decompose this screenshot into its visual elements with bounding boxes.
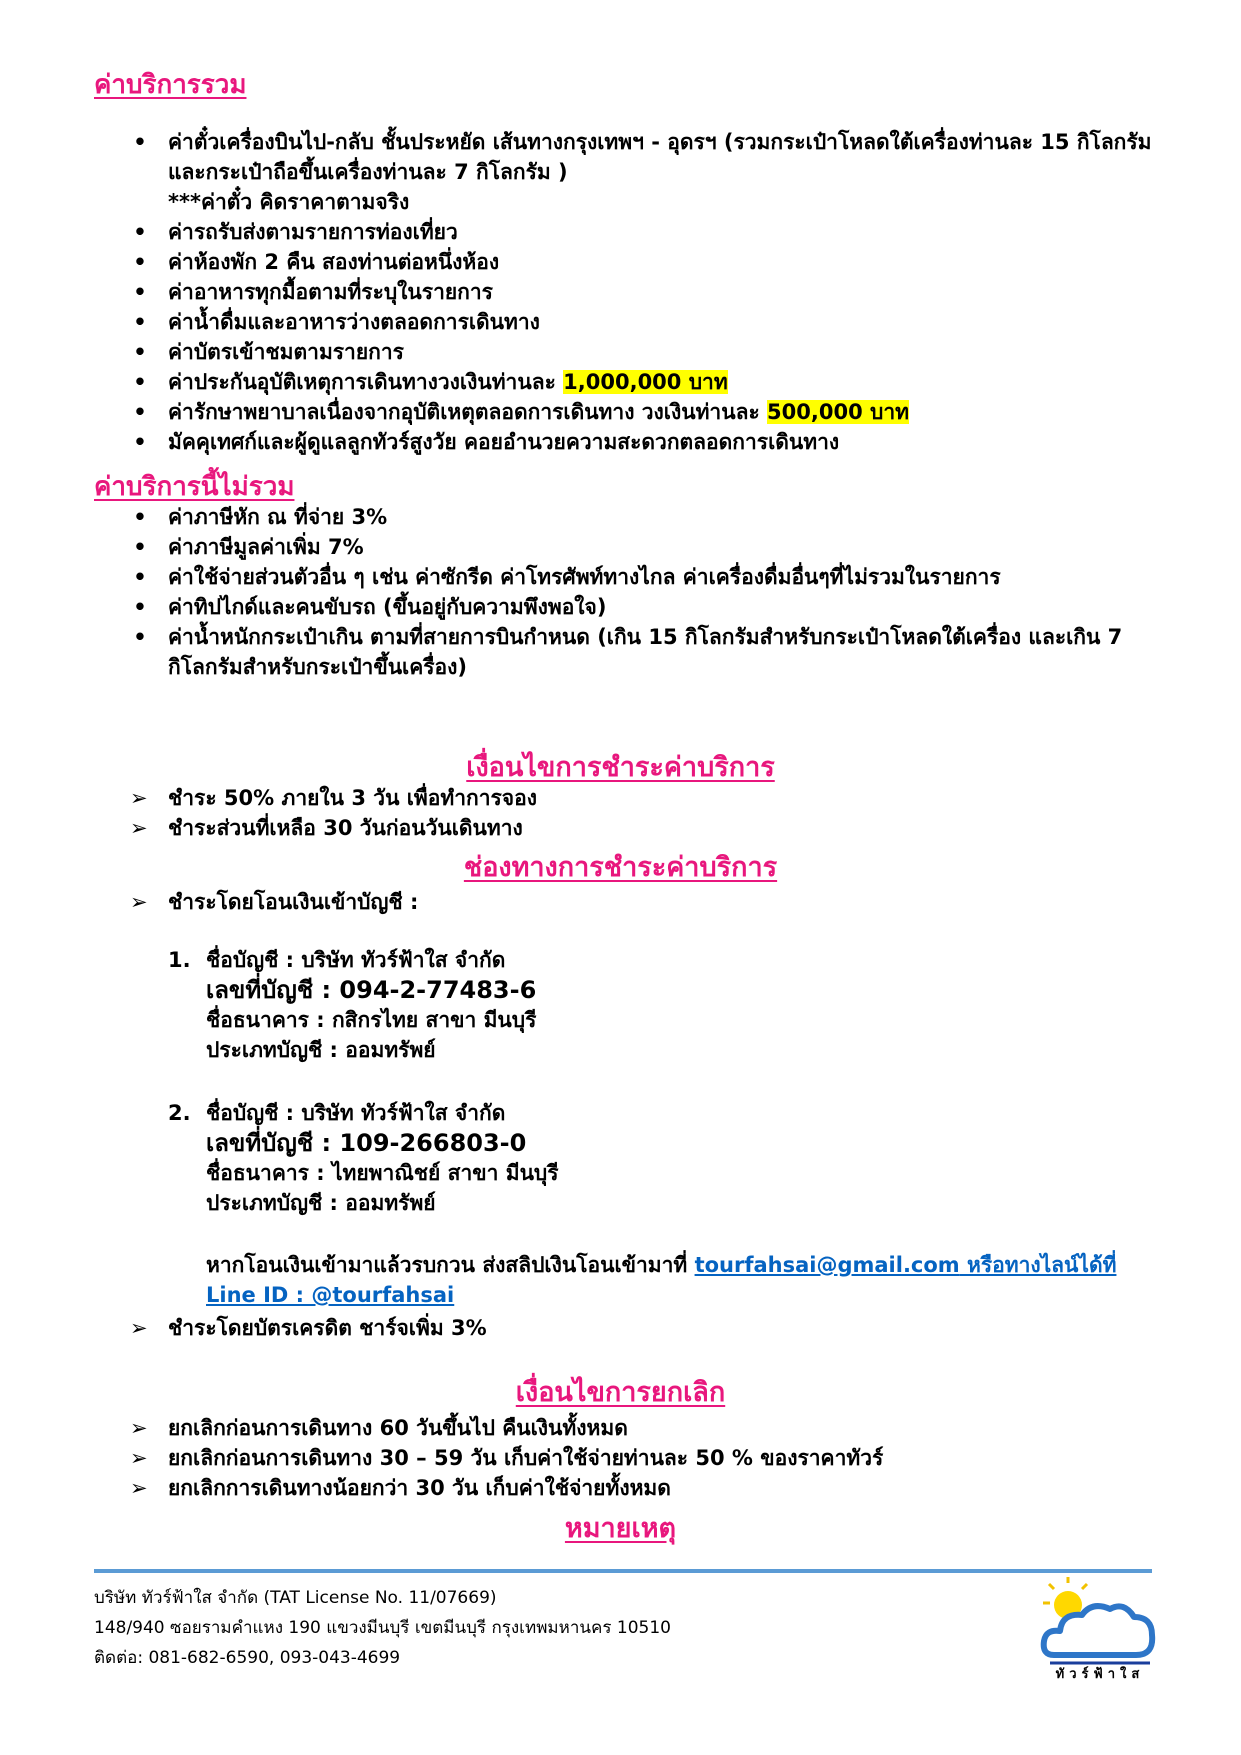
list-item: • ค่าน้ำหนักกระเป๋าเกิน ตามที่สายการบินกำหนด (เกิน 15 กิโลกรัมสำหรับกระเป๋าโหลดใต้เครื่อง และเกิน 7 กิโลกรัมสำหรับกระเป๋าขึ้นเครื่อง) xyxy=(130,622,1160,682)
cancellation-list xyxy=(130,1413,1160,1503)
list-item: ➢ ชำระ 50% ภายใน 3 วัน เพื่อทำการจอง xyxy=(130,783,1160,813)
excluded-heading: ค่าบริการนี้ไม่รวม xyxy=(94,472,295,502)
bullet-icon: • xyxy=(133,130,147,154)
list-item: ➢ ชำระโดยบัตรเครดิต ชาร์จเพิ่ม 3% xyxy=(130,1313,1160,1343)
list-item: • ค่าห้องพัก 2 คืน สองท่านต่อหนึ่งห้อง xyxy=(130,247,1160,277)
email-link[interactable]: tourfahsai@gmail.com xyxy=(694,1253,960,1277)
bullet-icon: • xyxy=(133,310,147,334)
transfer-row xyxy=(130,887,1160,917)
list-item: • ค่าภาษีมูลค่าเพิ่ม 7% xyxy=(130,532,1160,562)
bank-account-1: 1. ชื่อบัญชี : บริษัท ทัวร์ฟ้าใส จำกัด เลขที่บัญชี : 094-2-77483-6 ชื่อธนาคาร : กสิกรไทย สาขา มีนบุรี ประเภทบัญชี : ออมทรัพย์ xyxy=(168,945,1118,1065)
payment-terms-list xyxy=(130,783,1160,843)
bullet-icon: • xyxy=(133,535,147,559)
transfer-note: หากโอนเงินเข้ามาแล้วรบกวน ส่งสลิปเงินโอนเข้ามาที่ tourfahsai@gmail.com หรือทางไลน์ได้ที่ Line ID : @tourfahsai xyxy=(206,1253,1117,1307)
bullet-icon: • xyxy=(133,340,147,364)
bullet-icon: • xyxy=(133,370,147,394)
cloud-sun-logo-icon xyxy=(1040,1577,1160,1677)
bullet-icon: • xyxy=(133,280,147,304)
bullet-icon: • xyxy=(133,505,147,529)
bullet-icon: • xyxy=(133,220,147,244)
bullet-icon: • xyxy=(133,625,147,649)
account-number: เลขที่บัญชี : 109-266803-0 xyxy=(206,1129,527,1157)
payment-terms-heading: เงื่อนไขการชำระค่าบริการ xyxy=(466,752,775,783)
list-item: • ค่าภาษีหัก ณ ที่จ่าย 3% xyxy=(130,502,1160,532)
remarks-heading: หมายเหตุ xyxy=(564,1513,677,1544)
footer xyxy=(94,1583,671,1673)
arrow-bullet-icon: ➢ xyxy=(130,816,148,840)
list-item: • มัคคุเทศก์และผู้ดูแลลูกทัวร์สูงวัย คอยอำนวยความสะดวกตลอดการเดินทาง xyxy=(130,427,1160,457)
list-item: • ค่าทิปไกด์และคนขับรถ (ขึ้นอยู่กับความพึงพอใจ) xyxy=(130,592,1160,622)
cancellation-heading: เงื่อนไขการยกเลิก xyxy=(515,1377,726,1408)
list-item: • ค่ารักษาพยาบาลเนื่องจากอุบัติเหตุตลอดการเดินทาง วงเงินท่านละ 500,000 บาท xyxy=(130,397,1160,427)
bullet-icon: • xyxy=(133,250,147,274)
included-list xyxy=(130,127,1160,457)
list-item: • ค่ารถรับส่งตามรายการท่องเที่ยว xyxy=(130,217,1160,247)
list-item: ➢ ยกเลิกก่อนการเดินทาง 60 วันขึ้นไป คืนเงินทั้งหมด xyxy=(130,1413,1160,1443)
footer-divider xyxy=(94,1569,1152,1573)
account-number: เลขที่บัญชี : 094-2-77483-6 xyxy=(206,976,537,1004)
bullet-icon: • xyxy=(133,595,147,619)
list-item: • ค่าบัตรเข้าชมตามรายการ xyxy=(130,337,1160,367)
bullet-icon: • xyxy=(133,400,147,424)
footer-address: 148/940 ซอยรามคำแหง 190 แขวงมีนบุรี เขตมีนบุรี กรุงเทพมหานคร 10510 xyxy=(94,1618,671,1638)
credit-row xyxy=(130,1313,1160,1343)
list-item: • ค่าตั๋วเครื่องบินไป-กลับ ชั้นประหยัด เส้นทางกรุงเทพฯ - อุดรฯ (รวมกระเป๋าโหลดใต้เครื่องท่านละ 15 กิโลกรัม และกระเป๋าถือขึ้นเครื่องท่านละ 7 กิโลกรัม ) xyxy=(130,127,1160,187)
payment-channels-heading: ช่องทางการชำระค่าบริการ xyxy=(463,852,778,883)
footer-company: บริษัท ทัวร์ฟ้าใส จำกัด (TAT License No. 11/07669) xyxy=(94,1588,497,1608)
list-item: ***ค่าตั๋ว คิดราคาตามจริง xyxy=(168,190,410,214)
bank-account-2: 2. ชื่อบัญชี : บริษัท ทัวร์ฟ้าใส จำกัด เลขที่บัญชี : 109-266803-0 ชื่อธนาคาร : ไทยพาณิชย์ สาขา มีนบุรี ประเภทบัญชี : ออมทรัพย์ xyxy=(168,1098,1118,1218)
list-item: • ค่าอาหารทุกมื้อตามที่ระบุในรายการ xyxy=(130,277,1160,307)
bullet-icon: • xyxy=(133,565,147,589)
arrow-bullet-icon: ➢ xyxy=(130,890,148,914)
included-heading: ค่าบริการรวม xyxy=(94,70,247,100)
list-item: • ค่าน้ำดื่มและอาหารว่างตลอดการเดินทาง xyxy=(130,307,1160,337)
arrow-bullet-icon: ➢ xyxy=(130,1316,148,1340)
arrow-bullet-icon: ➢ xyxy=(130,1416,148,1440)
list-item: ➢ ชำระส่วนที่เหลือ 30 วันก่อนวันเดินทาง xyxy=(130,813,1160,843)
list-item: • ค่าประกันอุบัติเหตุการเดินทางวงเงินท่านละ 1,000,000 บาท xyxy=(130,367,1160,397)
bullet-icon: • xyxy=(133,430,147,454)
logo-text: ทัวร์ฟ้าใส xyxy=(1055,1667,1145,1682)
medical-amount: 500,000 บาท xyxy=(767,400,909,424)
list-item: ➢ ชำระโดยโอนเงินเข้าบัญชี : xyxy=(130,887,1160,917)
excluded-list xyxy=(130,502,1160,682)
line-id-link[interactable]: หรือทางไลน์ได้ที่ Line ID : @tourfahsai xyxy=(206,1253,1117,1307)
arrow-bullet-icon: ➢ xyxy=(130,1446,148,1470)
list-item: ➢ ยกเลิกก่อนการเดินทาง 30 – 59 วัน เก็บค่าใช้จ่ายท่านละ 50 % ของราคาทัวร์ xyxy=(130,1443,1160,1473)
arrow-bullet-icon: ➢ xyxy=(130,1476,148,1500)
list-item: • ค่าใช้จ่ายส่วนตัวอื่น ๆ เช่น ค่าซักรีด ค่าโทรศัพท์ทางไกล ค่าเครื่องดื่มอื่นๆที่ไม่รวมในรายการ xyxy=(130,562,1160,592)
arrow-bullet-icon: ➢ xyxy=(130,786,148,810)
footer-contact: ติดต่อ: 081-682-6590, 093-043-4699 xyxy=(94,1648,401,1668)
insurance-amount: 1,000,000 บาท xyxy=(563,370,728,394)
list-item: ➢ ยกเลิกการเดินทางน้อยกว่า 30 วัน เก็บค่าใช้จ่ายทั้งหมด xyxy=(130,1473,1160,1503)
